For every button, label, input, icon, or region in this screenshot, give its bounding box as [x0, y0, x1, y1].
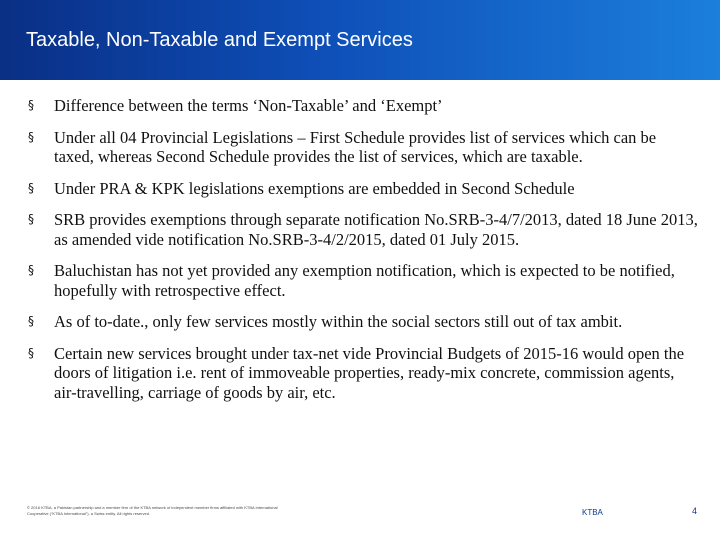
slide-title: Taxable, Non-Taxable and Exempt Services — [26, 29, 413, 51]
bullet-text: Certain new services brought under tax-net vide Provincial Budgets of 2015-16 would open the doors of litigation i.e. rent of immoveable properties, ready-mix concrete, commission agents, air-travelling, carriage of goods by air, etc. — [54, 343, 685, 402]
footer-org-name: KTBA — [582, 508, 603, 517]
bullet-item — [28, 210, 698, 249]
title-bar — [0, 0, 720, 80]
bullet-item — [28, 261, 698, 300]
bullet-icon: § — [28, 314, 34, 328]
bullet-item — [28, 179, 698, 199]
page-number: 4 — [692, 506, 698, 516]
bullet-icon: § — [28, 263, 34, 277]
bullet-text: Baluchistan has not yet provided any exemption notification, which is expected to be notified, hopefully with retrospective effect. — [54, 261, 675, 300]
footer-disclaimer: © 2016 KTBA, a Pakistan partnership and a member firm of the KTBA network of independent member firms affiliated with KTBA International Cooperative ("KTBA International"), a Swiss entity. All rights reserved. — [27, 505, 278, 516]
bullet-text: As of to-date., only few services mostly within the social sectors still out of tax ambit. — [54, 312, 623, 331]
bullet-icon: § — [28, 180, 34, 195]
bullet-text: Under PRA & KPK legislations exemptions are embedded in Second Schedule — [54, 178, 575, 198]
bullet-text: SRB provides exemptions through separate notification No.SRB-3-4/7/2013, dated 18 June 2013, as amended vide notification No.SRB-3-4/2/2015, dated 01 July 2015. — [54, 210, 698, 249]
bullet-item — [28, 96, 698, 116]
bullet-list — [28, 96, 698, 414]
bullet-icon: § — [28, 129, 34, 144]
bullet-icon: § — [28, 212, 34, 226]
bullet-text: Difference between the terms ‘Non-Taxable’ and ‘Exempt’ — [54, 96, 443, 115]
bullet-icon: § — [28, 98, 34, 112]
bullet-text: Under all 04 Provincial Legislations – First Schedule provides list of services which can be taxed, whereas Second Schedule provides the list of services, which are taxable. — [54, 127, 657, 166]
bullet-item — [28, 312, 698, 332]
bullet-item — [28, 344, 698, 403]
bullet-item — [28, 128, 698, 167]
bullet-icon: § — [28, 345, 34, 360]
